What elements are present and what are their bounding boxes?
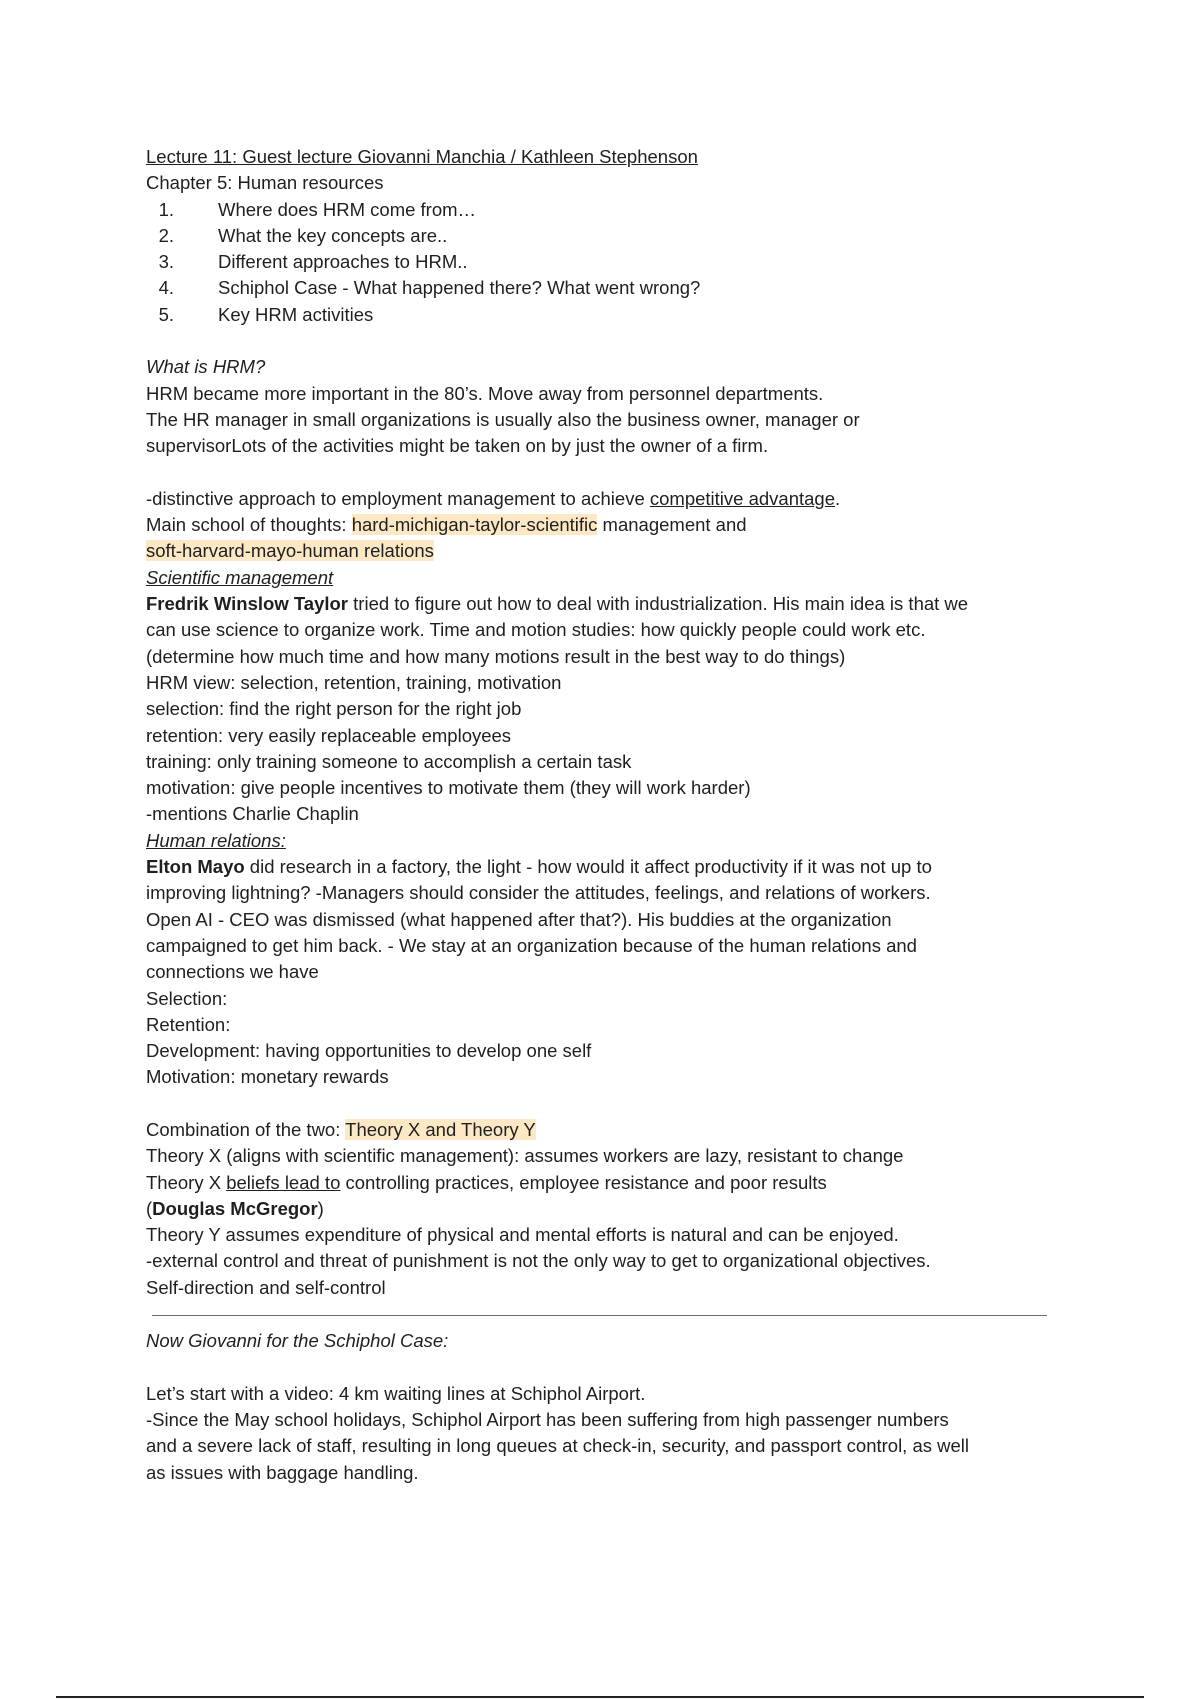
highlight-soft: soft-harvard-mayo-human relations bbox=[146, 540, 434, 562]
paragraph-line: Elton Mayo did research in a factory, the light - how would it affect productivity if it was not up to bbox=[146, 856, 932, 878]
paragraph-line: Development: having opportunities to develop one self bbox=[146, 1040, 592, 1062]
outline-list bbox=[146, 197, 1046, 328]
schiphol-heading: Now Giovanni for the Schiphol Case: bbox=[146, 1330, 449, 1352]
paragraph-line: Retention: bbox=[146, 1013, 231, 1035]
paragraph-line: motivation: give people incentives to motivate them (they will work harder) bbox=[146, 777, 751, 799]
paragraph-line: HRM view: selection, retention, training, motivation bbox=[146, 671, 562, 693]
paragraph-line: as issues with baggage handling. bbox=[146, 1461, 419, 1483]
paragraph-line: Motivation: monetary rewards bbox=[146, 1066, 389, 1088]
lecture-title: Lecture 11: Guest lecture Giovanni Manchia / Kathleen Stephenson bbox=[146, 146, 698, 167]
list-item: 2. What the key concepts are.. bbox=[158, 224, 448, 246]
paragraph-line: Theory Y assumes expenditure of physical and mental efforts is natural and can be enjoyed. bbox=[146, 1224, 899, 1246]
list-item: 1. Where does HRM come from… bbox=[158, 198, 477, 220]
paragraph-line: improving lightning? -Managers should consider the attitudes, feelings, and relations of workers. bbox=[146, 882, 931, 904]
highlight-theory: Theory X and Theory Y bbox=[345, 1118, 536, 1140]
beliefs-lead-to-text: beliefs lead to bbox=[226, 1171, 341, 1193]
what-is-hrm-heading: What is HRM? bbox=[146, 356, 266, 378]
mcgregor-line: (Douglas McGregor) bbox=[146, 1197, 324, 1219]
paragraph-line: retention: very easily replaceable employees bbox=[146, 724, 512, 746]
list-item: 4. Schiphol Case - What happened there? What went wrong? bbox=[158, 277, 701, 299]
paragraph-line: -mentions Charlie Chaplin bbox=[146, 803, 359, 825]
paragraph-line: Selection: bbox=[146, 987, 228, 1009]
paragraph-line: (determine how much time and how many motions result in the best way to do things) bbox=[146, 645, 846, 667]
human-relations-heading: Human relations: bbox=[146, 829, 286, 851]
approach-line: -distinctive approach to employment management to achieve competitive advantage. bbox=[146, 487, 841, 509]
paragraph-line: campaigned to get him back. - We stay at an organization because of the human relations and bbox=[146, 934, 917, 956]
paragraph-line: Fredrik Winslow Taylor tried to figure out how to deal with industrialization. His main idea is that we bbox=[146, 593, 969, 615]
document-page bbox=[146, 144, 1046, 1486]
paragraph-line: and a severe lack of staff, resulting in long queues at check-in, security, and passport control, as well bbox=[146, 1435, 970, 1457]
paragraph-line: -external control and threat of punishment is not the only way to get to organizational objectives. bbox=[146, 1250, 931, 1272]
paragraph-line: Self-direction and self-control bbox=[146, 1276, 386, 1298]
schools-line: Main school of thoughts: hard-michigan-taylor-scientific management and bbox=[146, 514, 747, 536]
paragraph-line: Let’s start with a video: 4 km waiting lines at Schiphol Airport. bbox=[146, 1382, 646, 1404]
scientific-heading: Scientific management bbox=[146, 566, 334, 588]
list-item: 5. Key HRM activities bbox=[158, 303, 374, 325]
highlight-hard: hard-michigan-taylor-scientific bbox=[351, 514, 598, 536]
paragraph-line: The HR manager in small organizations is usually also the business owner, manager or bbox=[146, 408, 860, 430]
combination-line: Combination of the two: Theory X and Theory Y bbox=[146, 1118, 536, 1140]
paragraph-line: -Since the May school holidays, Schiphol Airport has been suffering from high passenger numbers bbox=[146, 1408, 949, 1430]
list-item: 3. Different approaches to HRM.. bbox=[158, 251, 468, 273]
taylor-name: Fredrik Winslow Taylor bbox=[146, 593, 349, 615]
mayo-name: Elton Mayo bbox=[146, 856, 245, 878]
paragraph-line: HRM became more important in the 80’s. Move away from personnel departments. bbox=[146, 382, 824, 404]
paragraph-line: Theory X (aligns with scientific management): assumes workers are lazy, resistant to change bbox=[146, 1145, 904, 1167]
mcgregor-name: Douglas McGregor bbox=[152, 1197, 318, 1219]
paragraph-line: selection: find the right person for the right job bbox=[146, 698, 522, 720]
paragraph-line: connections we have bbox=[146, 961, 319, 983]
schools-line-2 bbox=[146, 538, 1046, 564]
competitive-advantage-text: competitive advantage bbox=[649, 487, 836, 509]
horizontal-divider bbox=[152, 1315, 1047, 1316]
paragraph-line: Open AI - CEO was dismissed (what happened after that?). His buddies at the organization bbox=[146, 908, 892, 930]
paragraph-line: supervisorLots of the activities might be taken on by just the owner of a firm. bbox=[146, 435, 769, 457]
paragraph-line: Theory X beliefs lead to controlling practices, employee resistance and poor results bbox=[146, 1171, 827, 1193]
page-bottom-divider bbox=[56, 1696, 1144, 1698]
paragraph-line: training: only training someone to accomplish a certain task bbox=[146, 750, 632, 772]
paragraph-line: can use science to organize work. Time and motion studies: how quickly people could work etc. bbox=[146, 619, 926, 641]
chapter-heading: Chapter 5: Human resources bbox=[146, 172, 384, 194]
